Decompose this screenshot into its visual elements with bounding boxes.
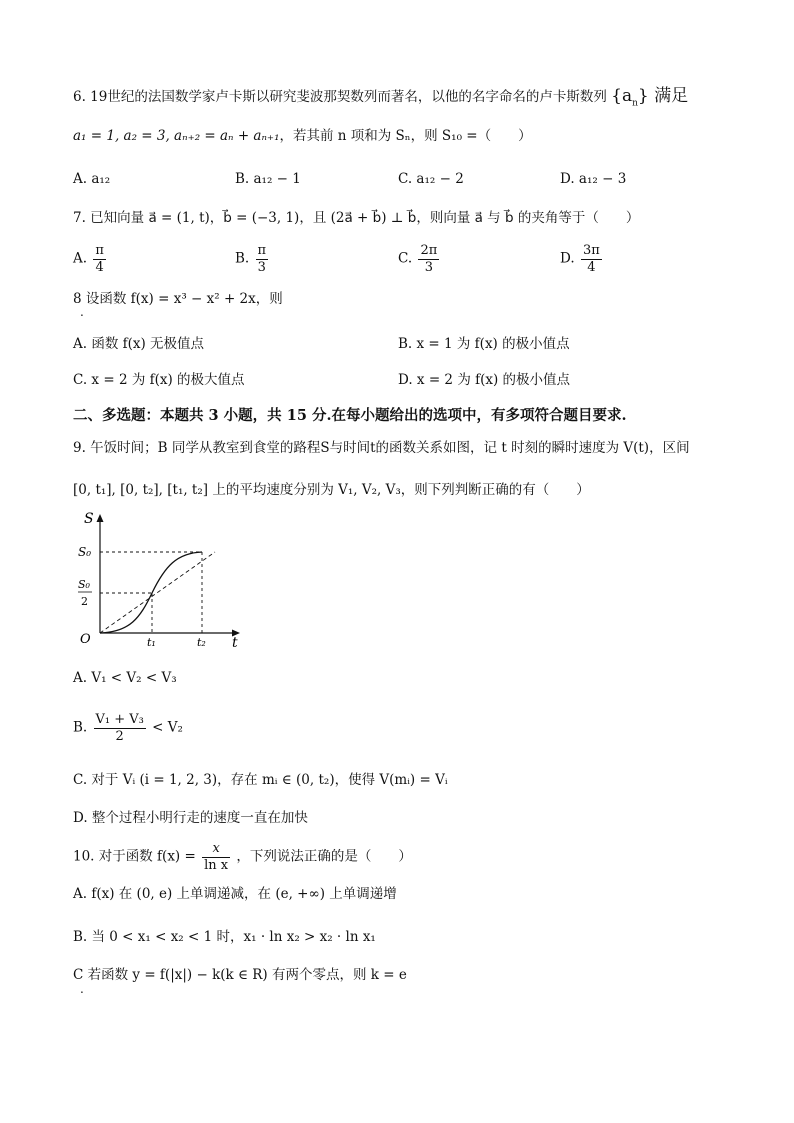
q10-fraction: $\frac{x}{\text{ln x}}$ xyxy=(204,841,229,873)
q6-condition: a₁ = 1, a₂ = 3, aₙ₊₂ = aₙ + aₙ₊₁，若其前 n 项和为 Sₙ，则 S₁₀ =（ ） xyxy=(73,128,532,144)
q9-option-a[interactable]: A. V₁ < V₂ < V₃ xyxy=(73,670,177,686)
q9-option-c[interactable]: C. 对于 Vᵢ (i = 1, 2, 3)，存在 mᵢ ∈ (0, t₂)，使得 V(mᵢ) = Vᵢ xyxy=(73,772,448,788)
q8-option-c[interactable]: C. x = 2 为 f(x) 的极大值点 xyxy=(73,372,245,388)
q6-line1: 6. 19世纪的法国数学家卢卡斯以研究斐波那契数列而著名，以他的名字命名的卢卡斯数列 $\{a_n\}$ 满足 xyxy=(73,86,689,109)
q7-option-d[interactable]: D. $\frac{3\pi}{4}$ xyxy=(560,243,600,275)
q8-option-b[interactable]: B. x = 1 为 f(x) 的极小值点 xyxy=(398,336,570,352)
q9-line1: 9. 午饭时间；B 同学从教室到食堂的路程S与时间t的函数关系如图，记 t 时刻的瞬时速度为 V(t)，区间 xyxy=(73,440,690,456)
q8-option-a[interactable]: A. 函数 f(x) 无极值点 xyxy=(73,336,205,352)
distance-time-graph xyxy=(72,508,247,648)
q8-stem: 8 设函数 f(x) = x³ − x² + 2x，则 xyxy=(73,291,283,307)
q7-stem: 7. 已知向量 a⃗ = (1, t)，b⃗ = (−3, 1)，且 (2a⃗ + b⃗) ⊥ b⃗，则向量 a⃗ 与 b⃗ 的夹角等于（ ） xyxy=(73,210,640,226)
q7-option-c-fraction: $\frac{2\pi}{3}$ xyxy=(420,243,438,275)
q7-option-b[interactable]: B. $\frac{\pi}{3}$ xyxy=(235,243,267,275)
q9-option-b[interactable]: B. $\frac{\text{V₁ + V₃}}{2}$ < V₂ xyxy=(73,712,183,744)
secant-line xyxy=(100,552,215,633)
q10-option-c[interactable]: C 若函数 y = f(|x|) − k(k ∈ R) 有两个零点，则 k = e xyxy=(73,967,407,983)
q7-option-c[interactable]: C. $\frac{2\pi}{3}$ xyxy=(398,243,438,275)
half-s0-numerator: S₀ xyxy=(78,578,90,591)
q6-option-d[interactable]: D. a₁₂ − 3 xyxy=(560,171,627,187)
stray-dot-2: . xyxy=(80,982,84,996)
q6-option-c[interactable]: C. a₁₂ − 2 xyxy=(398,171,464,187)
q6-option-b[interactable]: B. a₁₂ − 1 xyxy=(235,171,301,187)
q7-option-a[interactable]: A. $\frac{\pi}{4}$ xyxy=(73,243,104,275)
q10-option-b[interactable]: B. 当 0 < x₁ < x₂ < 1 时，x₁ · ln x₂ > x₂ · ln x₁ xyxy=(73,929,376,945)
q7-option-b-fraction: $\frac{\pi}{3}$ xyxy=(257,243,267,275)
q9-line2: [0, t₁], [0, t₂], [t₁, t₂] 上的平均速度分别为 V₁, V₂, V₃，则下列判断正确的有（ ） xyxy=(73,482,590,498)
q10-option-a[interactable]: A. f(x) 在 (0, e) 上单调递减，在 (e, +∞) 上单调递增 xyxy=(73,886,397,902)
q9-option-d[interactable]: D. 整个过程小明行走的速度一直在加快 xyxy=(73,810,308,826)
q10-stem: 10. 对于函数 f(x) = $\frac{x}{\text{ln x}}$ ，下列说法正确的是（ ） xyxy=(73,841,412,873)
t1-label: t₁ xyxy=(147,636,156,648)
x-axis-label: t xyxy=(232,635,238,648)
distance-curve xyxy=(100,552,202,633)
q7-option-d-fraction: $\frac{3\pi}{4}$ xyxy=(582,243,600,275)
q9-option-b-fraction: $\frac{\text{V₁ + V₃}}{2}$ xyxy=(95,712,144,744)
seq-brace: $\{a_n\}$ 满足 xyxy=(611,86,689,109)
s0-label: S₀ xyxy=(78,545,92,559)
q7-option-a-fraction: $\frac{\pi}{4}$ xyxy=(95,243,104,275)
section-2-heading: 二、多选题：本题共 3 小题，共 15 分.在每小题给出的选项中，有多项符合题目要求. xyxy=(73,407,627,424)
q8-option-d[interactable]: D. x = 2 为 f(x) 的极小值点 xyxy=(398,372,571,388)
origin-label: O xyxy=(80,632,91,647)
half-s0-denominator: 2 xyxy=(81,595,88,608)
stray-dot: . xyxy=(80,305,84,319)
y-axis-label: S xyxy=(84,511,94,527)
q6-option-a[interactable]: A. a₁₂ xyxy=(73,171,111,187)
t2-label: t₂ xyxy=(197,636,206,648)
y-axis-arrow xyxy=(97,514,104,522)
